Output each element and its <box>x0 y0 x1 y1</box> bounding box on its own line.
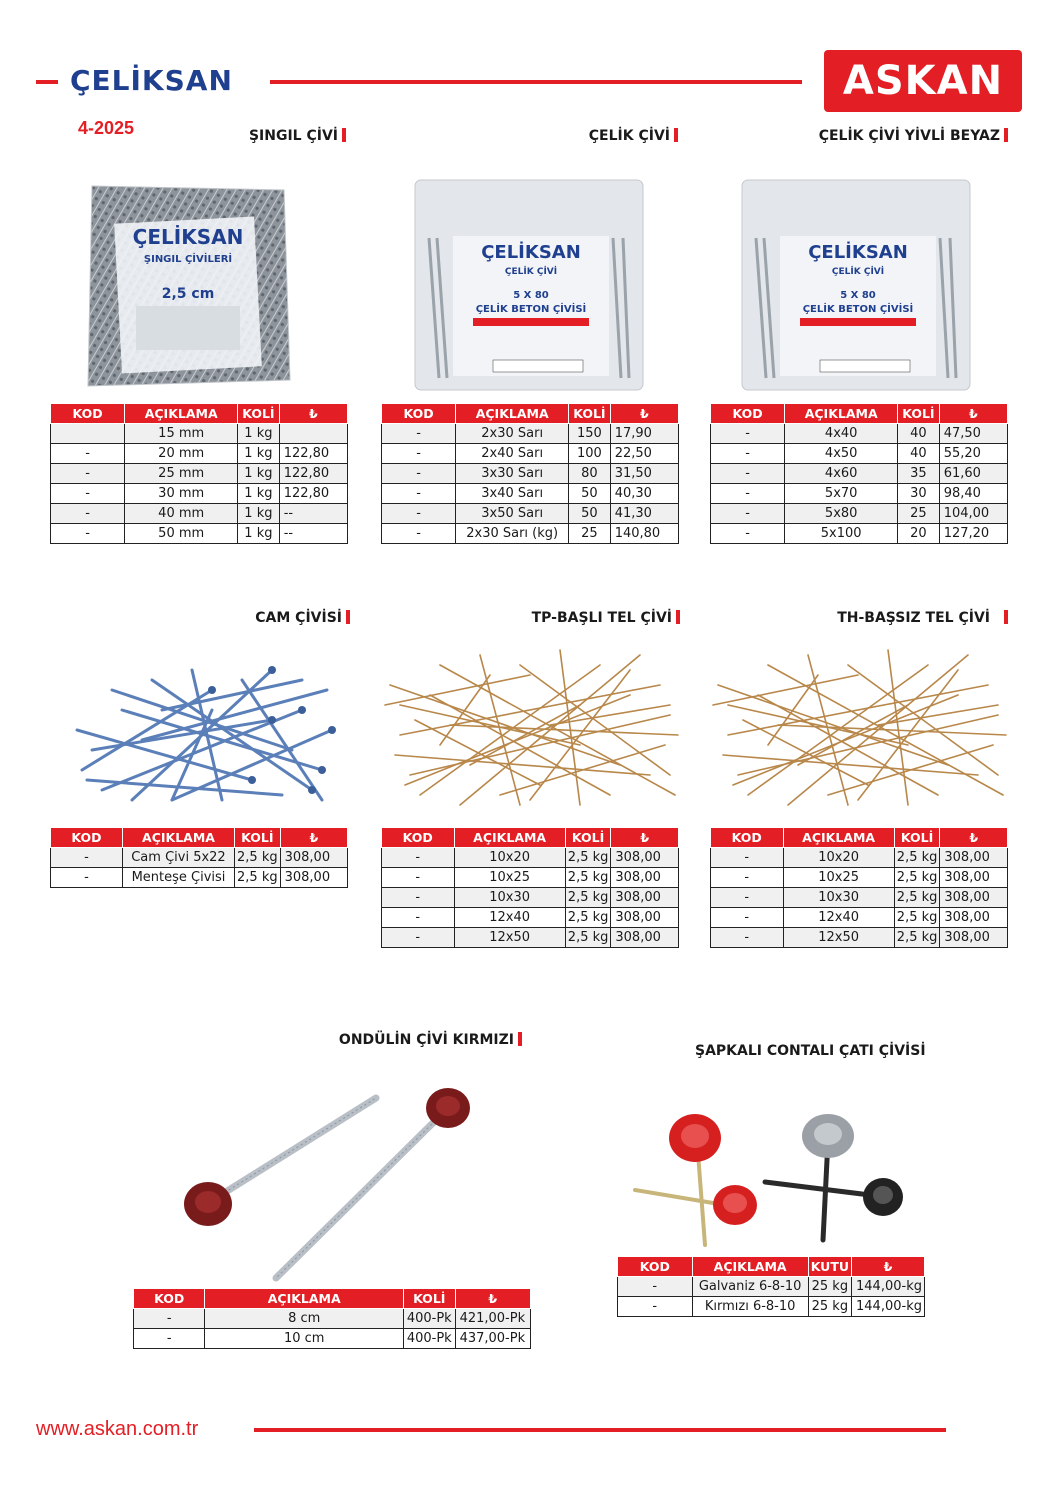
column-header: AÇIKLAMA <box>454 828 565 848</box>
code-cell: - <box>51 868 123 888</box>
quantity-cell: 80 <box>569 464 611 484</box>
table-row <box>711 908 1008 928</box>
price-cell: 308,00 <box>611 848 679 868</box>
description-cell: 2x40 Sarı <box>456 444 569 464</box>
price-cell: 308,00 <box>940 908 1008 928</box>
svg-text:5 X 80: 5 X 80 <box>840 290 876 301</box>
quantity-cell: 2,5 kg <box>565 928 611 948</box>
table-header-row <box>382 404 679 424</box>
table-row <box>711 524 1008 544</box>
price-cell: -- <box>279 504 347 524</box>
code-cell: - <box>711 848 784 868</box>
description-cell: 15 mm <box>125 424 238 444</box>
price-cell: 308,00 <box>611 868 679 888</box>
footer-rule <box>254 1428 946 1432</box>
price-cell: 140,80 <box>610 524 678 544</box>
svg-text:ÇELİK BETON ÇİVİSİ: ÇELİK BETON ÇİVİSİ <box>475 304 587 315</box>
description-cell: 3x50 Sarı <box>456 504 569 524</box>
code-cell: - <box>382 908 455 928</box>
code-cell: - <box>711 444 785 464</box>
code-cell: - <box>51 504 125 524</box>
section-title-sapkali: ŞAPKALI CONTALI ÇATI ÇİVİSİ <box>695 1043 926 1059</box>
quantity-cell: 100 <box>569 444 611 464</box>
column-header: KOLİ <box>894 828 940 848</box>
price-cell: 122,80 <box>279 484 347 504</box>
section-title-th: TH-BAŞSIZ TEL ÇİVİ <box>837 610 1008 626</box>
ondulin-nails-image <box>176 1080 486 1285</box>
column-header: KOD <box>711 404 785 424</box>
description-cell: 40 mm <box>125 504 238 524</box>
table-header-row <box>711 828 1008 848</box>
price-cell: 122,80 <box>279 464 347 484</box>
ondulin-price-table <box>133 1288 531 1349</box>
price-cell: 98,40 <box>939 484 1007 504</box>
description-cell: 10x30 <box>783 888 894 908</box>
quantity-cell: 2,5 kg <box>565 868 611 888</box>
column-header: ₺ <box>940 828 1008 848</box>
description-cell: 5x80 <box>785 504 898 524</box>
table-row <box>51 444 348 464</box>
th-nails-image <box>708 645 1008 810</box>
celik-package-image <box>413 178 645 392</box>
description-cell: 4x40 <box>785 424 898 444</box>
table-row <box>618 1297 925 1317</box>
svg-text:ÇELİK ÇİVİ: ÇELİK ÇİVİ <box>504 267 558 277</box>
code-cell: - <box>711 464 785 484</box>
description-cell: 10x20 <box>783 848 894 868</box>
table-row <box>51 504 348 524</box>
svg-text:ÇELİK BETON ÇİVİSİ: ÇELİK BETON ÇİVİSİ <box>802 304 914 315</box>
column-header: KOD <box>618 1257 693 1277</box>
description-cell: Menteşe Çivisi <box>122 868 234 888</box>
description-cell: 2x30 Sarı <box>456 424 569 444</box>
description-cell: 50 mm <box>125 524 238 544</box>
quantity-cell: 1 kg <box>238 424 280 444</box>
quantity-cell: 2,5 kg <box>894 848 940 868</box>
code-cell: - <box>51 848 123 868</box>
table-row <box>51 848 348 868</box>
table-row <box>711 848 1008 868</box>
column-header: AÇIKLAMA <box>692 1257 808 1277</box>
price-cell: -- <box>279 524 347 544</box>
quantity-cell: 2,5 kg <box>894 888 940 908</box>
column-header: ₺ <box>455 1289 530 1309</box>
code-cell: - <box>134 1329 205 1349</box>
description-cell: Cam Çivi 5x22 <box>122 848 234 868</box>
table-row <box>711 928 1008 948</box>
description-cell: 2x30 Sarı (kg) <box>456 524 569 544</box>
code-cell: - <box>382 848 455 868</box>
column-header: KOD <box>134 1289 205 1309</box>
price-cell: 308,00 <box>611 928 679 948</box>
code-cell: - <box>51 464 125 484</box>
quantity-cell: 50 <box>569 504 611 524</box>
section-title-tp: TP-BAŞLI TEL ÇİVİ <box>532 610 680 626</box>
svg-text:ÇELİK ÇİVİ: ÇELİK ÇİVİ <box>831 267 885 277</box>
price-cell: 437,00-Pk <box>455 1329 530 1349</box>
description-cell: Galvaniz 6-8-10 <box>692 1277 808 1297</box>
code-cell: - <box>711 484 785 504</box>
description-cell: 30 mm <box>125 484 238 504</box>
quantity-cell: 25 <box>898 504 940 524</box>
table-row <box>51 524 348 544</box>
code-cell: - <box>711 908 784 928</box>
table-row <box>382 484 679 504</box>
table-header-row <box>618 1257 925 1277</box>
quantity-cell: 2,5 kg <box>894 868 940 888</box>
table-row <box>711 484 1008 504</box>
table-row <box>382 464 679 484</box>
quantity-cell: 25 kg <box>808 1297 851 1317</box>
table-row <box>51 424 348 444</box>
column-header: AÇIKLAMA <box>122 828 234 848</box>
header-rule-left <box>36 80 58 84</box>
code-cell: - <box>711 888 784 908</box>
svg-text:5 X 80: 5 X 80 <box>513 290 549 301</box>
quantity-cell: 25 kg <box>808 1277 851 1297</box>
celiksan-logo: ÇELİKSAN <box>70 64 233 97</box>
description-cell: 10x25 <box>454 868 565 888</box>
column-header: KOLİ <box>403 1289 455 1309</box>
price-cell: 308,00 <box>280 868 347 888</box>
table-header-row <box>51 404 348 424</box>
quantity-cell: 1 kg <box>238 444 280 464</box>
section-title-celik: ÇELİK ÇİVİ <box>589 128 678 144</box>
description-cell: 3x40 Sarı <box>456 484 569 504</box>
quantity-cell: 2,5 kg <box>565 888 611 908</box>
quantity-cell: 2,5 kg <box>235 848 281 868</box>
price-cell <box>279 424 347 444</box>
cam-price-table <box>50 827 348 888</box>
quantity-cell: 2,5 kg <box>565 908 611 928</box>
description-cell: 10x25 <box>783 868 894 888</box>
column-header: AÇIKLAMA <box>125 404 238 424</box>
column-header: AÇIKLAMA <box>783 828 894 848</box>
description-cell: 20 mm <box>125 444 238 464</box>
table-row <box>711 424 1008 444</box>
description-cell: 4x50 <box>785 444 898 464</box>
code-cell: - <box>382 888 455 908</box>
column-header: KOD <box>51 828 123 848</box>
code-cell: - <box>382 484 456 504</box>
price-cell: 122,80 <box>279 444 347 464</box>
svg-text:ÇELİKSAN: ÇELİKSAN <box>808 242 908 263</box>
table-row <box>711 868 1008 888</box>
quantity-cell: 20 <box>898 524 940 544</box>
table-row <box>382 524 679 544</box>
code-cell: - <box>51 484 125 504</box>
price-cell: 421,00-Pk <box>455 1309 530 1329</box>
table-row <box>134 1329 531 1349</box>
quantity-cell: 2,5 kg <box>565 848 611 868</box>
date-code: 4-2025 <box>78 118 135 138</box>
price-cell: 61,60 <box>939 464 1007 484</box>
code-cell: - <box>382 868 455 888</box>
column-header: KOLİ <box>569 404 611 424</box>
quantity-cell: 1 kg <box>238 464 280 484</box>
quantity-cell: 40 <box>898 424 940 444</box>
table-row <box>382 848 679 868</box>
quantity-cell: 2,5 kg <box>894 928 940 948</box>
quantity-cell: 1 kg <box>238 524 280 544</box>
code-cell: - <box>618 1277 693 1297</box>
price-cell: 144,00-kg <box>852 1297 925 1317</box>
price-cell: 308,00 <box>940 888 1008 908</box>
code-cell: - <box>134 1309 205 1329</box>
description-cell: 10x30 <box>454 888 565 908</box>
table-row <box>51 464 348 484</box>
column-header: KOD <box>711 828 784 848</box>
table-row <box>711 464 1008 484</box>
footer-url[interactable]: www.askan.com.tr <box>36 1418 199 1440</box>
table-header-row <box>711 404 1008 424</box>
quantity-cell: 2,5 kg <box>235 868 281 888</box>
th-price-table <box>710 827 1008 948</box>
quantity-cell: 1 kg <box>238 484 280 504</box>
section-title-singil: ŞINGIL ÇİVİ <box>249 128 346 144</box>
description-cell: 4x60 <box>785 464 898 484</box>
code-cell: - <box>711 504 785 524</box>
column-header: KUTU <box>808 1257 851 1277</box>
code-cell: - <box>382 524 456 544</box>
tp-price-table <box>381 827 679 948</box>
column-header: KOD <box>382 828 455 848</box>
column-header: ₺ <box>279 404 347 424</box>
table-row <box>134 1309 531 1329</box>
quantity-cell: 50 <box>569 484 611 504</box>
header-rule-right <box>270 80 802 84</box>
price-cell: 308,00 <box>940 868 1008 888</box>
table-row <box>382 908 679 928</box>
column-header: ₺ <box>610 404 678 424</box>
table-row <box>382 444 679 464</box>
askan-logo: ASKAN <box>824 50 1022 112</box>
code-cell: - <box>382 504 456 524</box>
section-title-cam: CAM ÇİVİSİ <box>255 610 350 626</box>
code-cell: - <box>711 928 784 948</box>
price-cell: 308,00 <box>611 888 679 908</box>
description-cell: 12x50 <box>454 928 565 948</box>
price-cell: 144,00-kg <box>852 1277 925 1297</box>
singil-package-image <box>84 180 294 392</box>
section-title-yivli: ÇELİK ÇİVİ YİVLİ BEYAZ <box>819 128 1008 144</box>
column-header: KOLİ <box>898 404 940 424</box>
column-header: KOLİ <box>238 404 280 424</box>
svg-text:ÇELİKSAN: ÇELİKSAN <box>132 225 244 249</box>
quantity-cell: 30 <box>898 484 940 504</box>
code-cell: - <box>618 1297 693 1317</box>
column-header: ₺ <box>852 1257 925 1277</box>
quantity-cell: 1 kg <box>238 504 280 524</box>
quantity-cell: 400-Pk <box>403 1309 455 1329</box>
table-row <box>618 1277 925 1297</box>
quantity-cell: 150 <box>569 424 611 444</box>
table-header-row <box>134 1289 531 1309</box>
description-cell: 5x70 <box>785 484 898 504</box>
cam-nails-image <box>72 650 336 810</box>
code-cell: - <box>711 424 785 444</box>
price-cell: 17,90 <box>610 424 678 444</box>
column-header: KOD <box>51 404 125 424</box>
column-header: AÇIKLAMA <box>456 404 569 424</box>
table-row <box>382 928 679 948</box>
price-cell: 308,00 <box>280 848 347 868</box>
description-cell: 25 mm <box>125 464 238 484</box>
description-cell: 8 cm <box>205 1309 404 1329</box>
description-cell: 12x40 <box>783 908 894 928</box>
table-header-row <box>51 828 348 848</box>
celik-price-table <box>381 403 679 544</box>
code-cell: - <box>382 464 456 484</box>
column-header: ₺ <box>611 828 679 848</box>
column-header: ₺ <box>939 404 1007 424</box>
table-row <box>51 868 348 888</box>
code-cell: - <box>382 444 456 464</box>
description-cell: 12x40 <box>454 908 565 928</box>
code-cell: - <box>51 444 125 464</box>
table-row <box>382 868 679 888</box>
column-header: AÇIKLAMA <box>205 1289 404 1309</box>
quantity-cell: 25 <box>569 524 611 544</box>
table-row <box>711 888 1008 908</box>
price-cell: 308,00 <box>611 908 679 928</box>
quantity-cell: 2,5 kg <box>894 908 940 928</box>
table-row <box>51 484 348 504</box>
code-cell: - <box>382 424 456 444</box>
svg-text:2,5 cm: 2,5 cm <box>161 286 215 302</box>
description-cell: 10 cm <box>205 1329 404 1349</box>
price-cell: 55,20 <box>939 444 1007 464</box>
table-header-row <box>382 828 679 848</box>
yivli-package-image <box>740 178 972 392</box>
price-cell: 40,30 <box>610 484 678 504</box>
description-cell: 12x50 <box>783 928 894 948</box>
description-cell: 5x100 <box>785 524 898 544</box>
column-header: KOD <box>382 404 456 424</box>
quantity-cell: 40 <box>898 444 940 464</box>
code-cell <box>51 424 125 444</box>
price-cell: 41,30 <box>610 504 678 524</box>
svg-text:ŞINGIL ÇİVİLERİ: ŞINGIL ÇİVİLERİ <box>143 254 233 265</box>
column-header: ₺ <box>280 828 347 848</box>
price-cell: 308,00 <box>940 848 1008 868</box>
price-cell: 308,00 <box>940 928 1008 948</box>
description-cell: Kırmızı 6-8-10 <box>692 1297 808 1317</box>
price-cell: 127,20 <box>939 524 1007 544</box>
column-header: AÇIKLAMA <box>785 404 898 424</box>
table-row <box>711 504 1008 524</box>
column-header: KOLİ <box>565 828 611 848</box>
price-cell: 47,50 <box>939 424 1007 444</box>
code-cell: - <box>51 524 125 544</box>
description-cell: 3x30 Sarı <box>456 464 569 484</box>
tp-nails-image <box>380 645 680 810</box>
yivli-price-table <box>710 403 1008 544</box>
price-cell: 22,50 <box>610 444 678 464</box>
code-cell: - <box>711 868 784 888</box>
table-row <box>382 888 679 908</box>
price-cell: 31,50 <box>610 464 678 484</box>
sapkali-price-table <box>617 1256 925 1317</box>
quantity-cell: 35 <box>898 464 940 484</box>
code-cell: - <box>711 524 785 544</box>
singil-price-table <box>50 403 348 544</box>
svg-text:ÇELİKSAN: ÇELİKSAN <box>481 242 581 263</box>
price-cell: 104,00 <box>939 504 1007 524</box>
code-cell: - <box>382 928 455 948</box>
column-header: KOLİ <box>235 828 281 848</box>
table-row <box>382 504 679 524</box>
description-cell: 10x20 <box>454 848 565 868</box>
table-row <box>382 424 679 444</box>
table-row <box>711 444 1008 464</box>
quantity-cell: 400-Pk <box>403 1329 455 1349</box>
section-title-ondulin: ONDÜLİN ÇİVİ KIRMIZI <box>339 1032 522 1048</box>
sapkali-nails-image <box>625 1100 905 1250</box>
